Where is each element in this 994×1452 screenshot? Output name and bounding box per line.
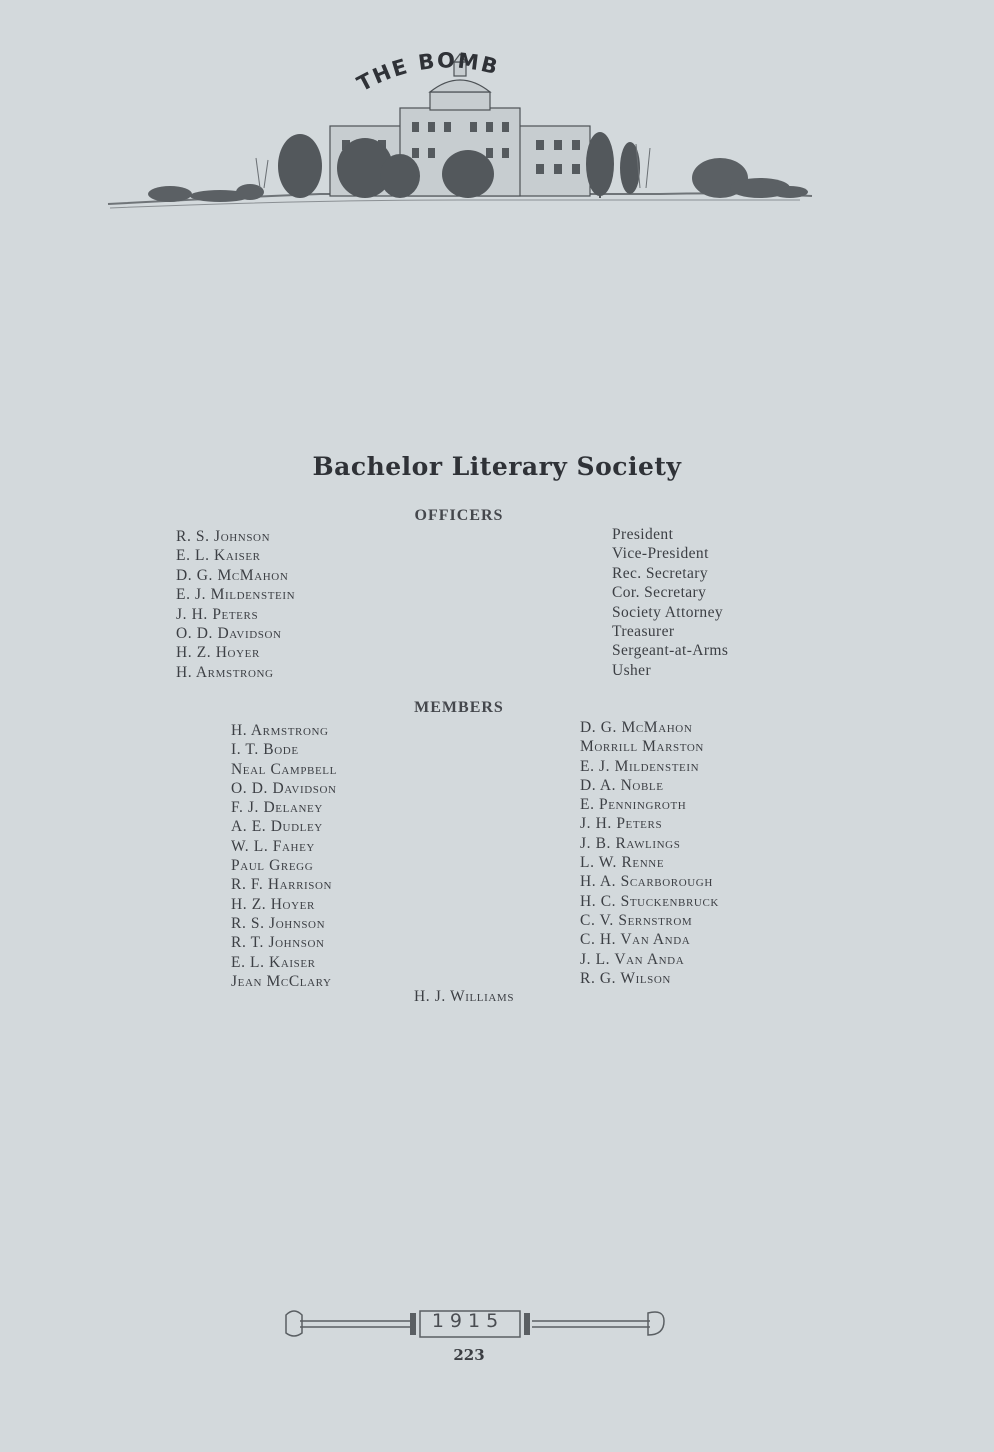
page-number: 223	[453, 1346, 485, 1364]
member-name: E. L. Kaiser	[231, 953, 316, 971]
officer-name: E. L. Kaiser	[176, 547, 261, 565]
member-name: R. T. Johnson	[231, 934, 325, 952]
member-name: J. H. Peters	[580, 815, 663, 833]
officer-role: Treasurer	[612, 622, 675, 640]
officer-name: J. H. Peters	[176, 605, 259, 623]
member-name: L. W. Renne	[580, 854, 665, 872]
officer-names-list	[176, 527, 295, 682]
member-name-last: H. J. Williams	[413, 988, 515, 1005]
member-name: W. L. Fahey	[231, 837, 315, 855]
members-right-column	[580, 718, 719, 988]
member-name: E. Penningroth	[580, 796, 687, 814]
member-name: C. H. Van Anda	[580, 931, 691, 949]
member-name: Morrill Marston	[580, 738, 704, 756]
officer-name: H. Z. Hoyer	[176, 644, 260, 662]
member-name: Paul Gregg	[231, 857, 314, 875]
officers-heading: OFFICERS	[414, 507, 504, 524]
year-label: 1915	[431, 1310, 505, 1332]
member-name: J. L. Van Anda	[580, 950, 685, 968]
officer-name: R. S. Johnson	[176, 528, 271, 545]
header-title-text: THE BOMB	[353, 48, 502, 97]
member-name: Neal Campbell	[231, 760, 337, 778]
member-name: I. T. Bode	[231, 741, 299, 759]
campus-building-illustration	[100, 48, 820, 218]
member-name: H. Z. Hoyer	[231, 895, 315, 913]
society-title: Bachelor Literary Society	[312, 452, 682, 481]
member-name: Jean McClary	[231, 972, 332, 990]
officer-role: Cor. Secretary	[612, 584, 707, 602]
officer-name: H. Armstrong	[176, 663, 274, 681]
officer-role: Sergeant-at-Arms	[612, 642, 729, 660]
member-name: F. J. Delaney	[231, 799, 323, 817]
members-left-column	[231, 721, 337, 991]
header-vignette	[100, 48, 820, 218]
officer-roles-list	[612, 525, 728, 680]
officer-name: O. D. Davidson	[176, 624, 282, 642]
member-name: R. S. Johnson	[231, 914, 326, 932]
officer-role: Society Attorney	[612, 603, 724, 621]
officer-role: Vice-President	[612, 545, 709, 563]
officer-role: Usher	[612, 661, 652, 679]
member-name: D. G. McMahon	[580, 719, 693, 736]
member-name: J. B. Rawlings	[580, 834, 681, 852]
officer-role: President	[612, 526, 674, 543]
officer-name: E. J. Mildenstein	[176, 586, 296, 604]
member-name: R. G. Wilson	[580, 969, 671, 987]
member-name: E. J. Mildenstein	[580, 757, 700, 775]
member-name: H. C. Stuckenbruck	[580, 892, 719, 910]
member-name: D. A. Noble	[580, 776, 664, 794]
officer-role: Rec. Secretary	[612, 564, 708, 582]
members-heading: MEMBERS	[414, 699, 504, 716]
member-name: H. Armstrong	[231, 722, 329, 739]
member-name: O. D. Davidson	[231, 779, 337, 797]
member-name: A. E. Dudley	[231, 818, 323, 836]
member-name: R. F. Harrison	[231, 876, 333, 894]
member-name: H. A. Scarborough	[580, 873, 713, 891]
member-name: C. V. Sernstrom	[580, 911, 693, 929]
officer-name: D. G. McMahon	[176, 566, 289, 584]
